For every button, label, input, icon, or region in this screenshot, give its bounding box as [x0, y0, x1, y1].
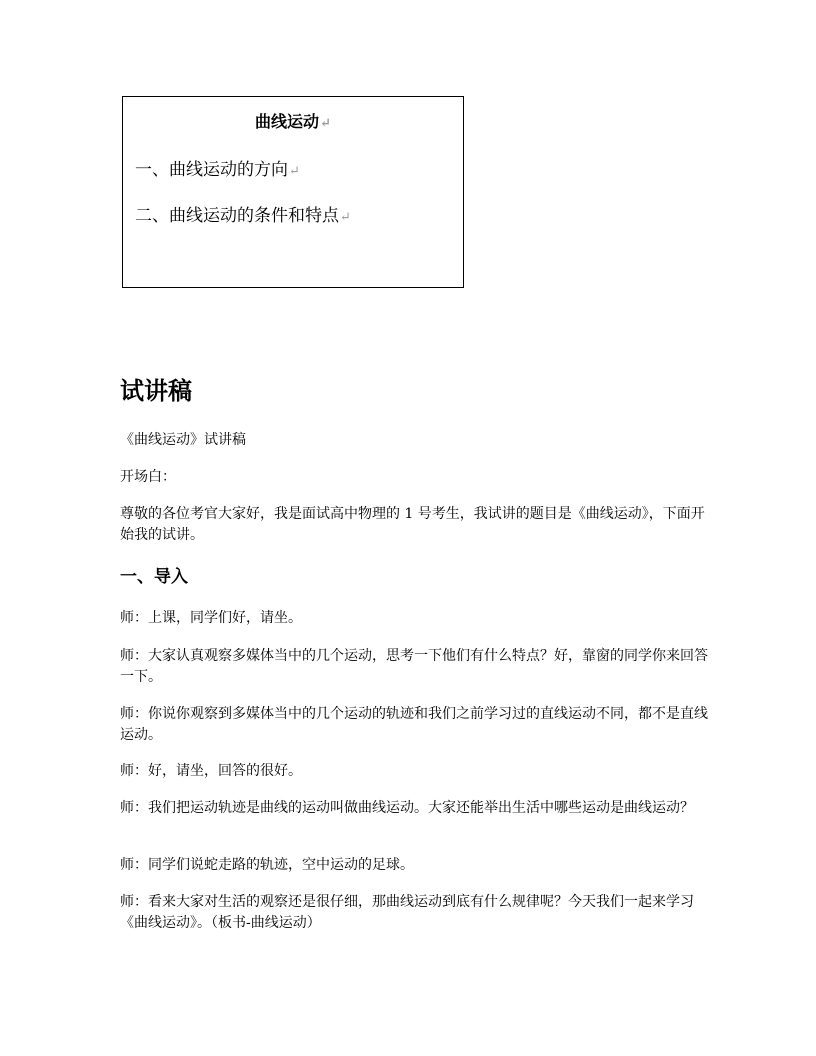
dialogue-paragraph: 师：大家认真观察多媒体当中的几个运动，思考一下他们有什么特点？好，靠窗的同学你来回答一下。 [120, 648, 708, 685]
section-heading-intro: 一、导入 [120, 567, 188, 587]
opening-label: 开场白： [120, 469, 176, 485]
board-title [123, 111, 463, 135]
dialogue-paragraph: 师：同学们说蛇走路的轨迹，空中运动的足球。 [120, 857, 414, 873]
board-item-conditions [135, 205, 351, 229]
paragraph-mark-icon: ↵ [289, 164, 300, 179]
document-title: 试讲稿 [120, 377, 192, 405]
board-item-text: 一、曲线运动的方向 [135, 160, 288, 180]
dialogue-paragraph: 师：上课，同学们好，请坐。 [120, 610, 302, 626]
dialogue-paragraph: 师：好，请坐，回答的很好。 [120, 763, 302, 779]
dialogue-paragraph: 师：你说你观察到多媒体当中的几个运动的轨迹和我们之前学习过的直线运动不同，都不是直线运动。 [120, 706, 708, 743]
board-item-text: 二、曲线运动的条件和特点 [135, 206, 339, 226]
paragraph-mark-icon: ↵ [320, 116, 331, 131]
paragraph-mark-icon: ↵ [340, 210, 351, 225]
script-subtitle: 《曲线运动》试讲稿 [120, 432, 246, 448]
blackboard-outline-box [122, 96, 464, 288]
board-title-text: 曲线运动 [255, 112, 320, 131]
dialogue-paragraph: 师：我们把运动轨迹是曲线的运动叫做曲线运动。大家还能举出生活中哪些运动是曲线运动？ [120, 800, 694, 816]
opening-text: 尊敬的各位考官大家好，我是面试高中物理的 1 号考生，我试讲的题目是《曲线运动》，下面开始我的试讲。 [120, 506, 705, 543]
board-item-direction [135, 159, 300, 183]
dialogue-paragraph: 师：看来大家对生活的观察还是很仔细，那曲线运动到底有什么规律呢？今天我们一起来学习《曲线运动》。（板书-曲线运动） [120, 894, 694, 931]
